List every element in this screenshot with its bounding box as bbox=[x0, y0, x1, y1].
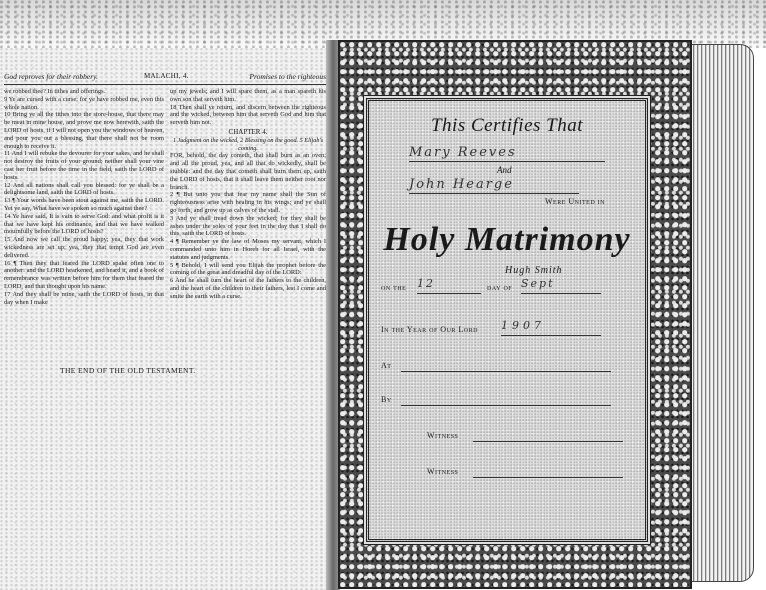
verse: 14 Ye have said, It is vain to serve God: and what profit is it that we have kept his ordinance, and that we have walked mournfully before the LORD of hosts? bbox=[4, 212, 164, 236]
day-field: 12 bbox=[417, 277, 481, 294]
verse: 2 ¶ But unto you that fear my name shall the Sun of righteousness arise with healing in his wings; and ye shall go forth, and grow up as calves of the stall. bbox=[170, 191, 326, 214]
verse: 5 ¶ Behold, I will send you Elijah the prophet before the coming of the great and dreadful day of the LORD: bbox=[170, 261, 326, 277]
chapter-summary: 1 Judgment on the wicked, 2 Blessing on the good. 5 Elijah's coming. bbox=[172, 136, 324, 152]
witness-label-2: Witness bbox=[427, 467, 459, 476]
verse: 3 And ye shall tread down the wicked; for they shall be ashes under the soles of your feet in the day that I shall do this, saith the LORD of hosts. bbox=[170, 214, 326, 238]
verse: 4 ¶ Remember ye the law of Moses my servant, which I commanded unto him in Horeb for all Israel, with the statutes and judgments. bbox=[170, 238, 326, 261]
bible-page-malachi bbox=[0, 48, 328, 590]
holy-matrimony-heading: Holy Matrimony bbox=[383, 221, 631, 258]
month-field: Sept bbox=[521, 277, 601, 294]
header-left: God reproves for their robbery. bbox=[4, 72, 98, 81]
witness-field-2 bbox=[473, 461, 623, 478]
verse: 9 Ye are cursed with a curse: for ye have robbed me, even this whole nation. bbox=[4, 95, 164, 111]
marriage-certificate-page bbox=[338, 40, 692, 589]
bride-name-field: Mary Reeves bbox=[409, 145, 605, 162]
officiant-field bbox=[401, 389, 611, 406]
at-label: At bbox=[381, 361, 392, 370]
united-label: Were United in bbox=[545, 197, 605, 206]
verse: 11 And I will rebuke the devourer for your sakes, and he shall not destroy the fruits of your ground; neither shall your vine cast her fruit before the time in the field, saith the LORD of hosts. bbox=[4, 150, 164, 181]
certificate-title: This Certifies That bbox=[430, 115, 584, 136]
running-head bbox=[4, 72, 326, 85]
text-column-right bbox=[170, 88, 326, 301]
verse: FOR, behold, the day cometh, that shall burn as an oven; and all the proud, yea, and all that do wickedly, shall be stubble: and the day that cometh shall burn them up, saith the LORD of hosts, that it shall leave them neither root nor branch. bbox=[170, 152, 326, 191]
witness-field-1 bbox=[473, 425, 623, 442]
page-edges bbox=[686, 44, 754, 582]
certificate-panel bbox=[366, 98, 648, 542]
verse: 6 And he shall turn the heart of the fathers to the children, and the heart of the children to their fathers, lest I come and smite the earth with a curse. bbox=[170, 277, 326, 300]
year-label: In the Year of Our Lord bbox=[381, 325, 478, 334]
verse: up my jewels; and I will spare them, as a man spareth his own son that serveth him. bbox=[170, 88, 326, 103]
verse: 18 Then shall ye return, and discern between the righteous and the wicked, between him that serveth God and him that serveth him not. bbox=[170, 103, 326, 127]
day-of-label: day of bbox=[487, 283, 513, 292]
verse: we robbed thee? In tithes and offerings. bbox=[4, 88, 106, 95]
chapter-heading: CHAPTER 4. bbox=[228, 127, 268, 136]
witness-label-1: Witness bbox=[427, 431, 459, 440]
officiant-handwriting: Hugh Smith bbox=[505, 265, 563, 276]
header-right: Promises to the righteous bbox=[249, 72, 326, 81]
and-label: And bbox=[497, 165, 512, 175]
verse: 10 Bring ye all the tithes into the store-house, that there may be meat in mine house, and prove me now herewith, saith the LORD of hosts, if I will not open you the windows of heaven, and pour you out a blessing, that there shall not be room enough to receive it. bbox=[4, 111, 164, 150]
year-field: 1907 bbox=[501, 319, 601, 336]
verse: 13 ¶ Your words have been stout against me, saith the LORD. Yet ye say, What have we spoken so much against thee? bbox=[4, 197, 164, 212]
verse: 12 And all nations shall call you blessed: for ye shall be a delightsome land, saith the LORD of hosts. bbox=[4, 181, 164, 197]
header-center: MALACHI, 4. bbox=[144, 72, 189, 80]
verse: 16 ¶ Then they that feared the LORD spake often one to another: and the LORD hearkened, and heard it, and a book of remembrance was written before him for them that feared the LORD, and that thought upon his name. bbox=[4, 259, 164, 290]
on-the-label: on the bbox=[381, 283, 407, 292]
end-of-testament: THE END OF THE OLD TESTAMENT. bbox=[60, 366, 196, 375]
verse: 17 And they shall be mine, saith the LORD of hosts, in that day when I make bbox=[4, 290, 164, 306]
groom-name-field: John Hearge bbox=[409, 177, 579, 194]
text-column-left bbox=[4, 88, 164, 306]
by-label: By bbox=[381, 395, 392, 404]
verse: 15 And now we call the proud happy; yea, they that work wickedness are set up; yea, they that tempt God are even delivered. bbox=[4, 236, 164, 259]
place-field bbox=[401, 355, 611, 372]
